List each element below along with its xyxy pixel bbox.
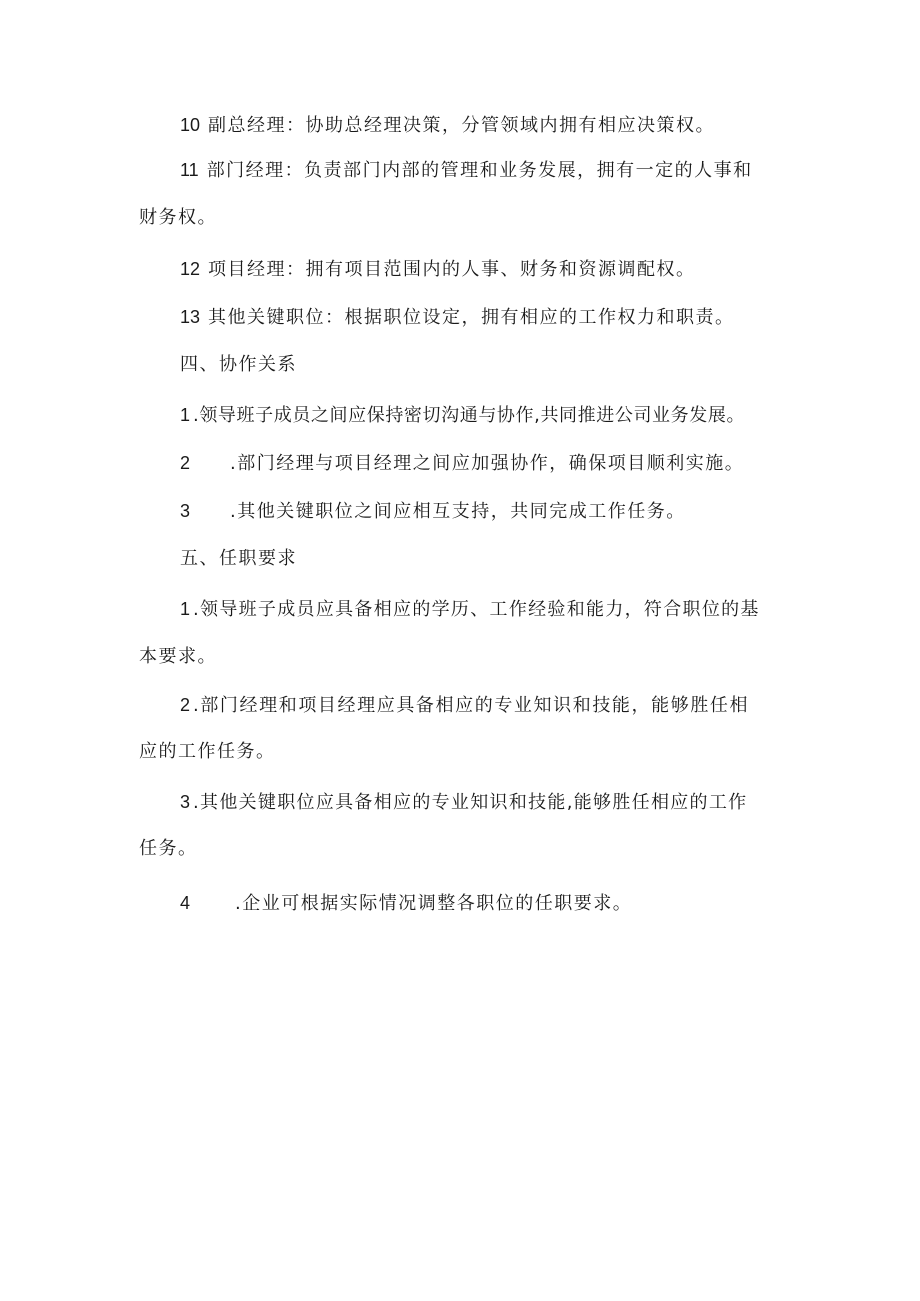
requirement-item-3-continuation: 任务。 — [139, 838, 198, 859]
requirement-item-3 — [180, 790, 747, 815]
item-number: 2 — [180, 453, 191, 473]
requirement-item-1 — [180, 597, 760, 622]
paragraph-number: 11 — [180, 160, 199, 180]
section-heading-requirements: 五、任职要求 — [180, 548, 297, 569]
item-number: 1 — [180, 599, 191, 619]
item-text: .领导班子成员应具备相应的学历、工作经验和能力，符合职位的基 — [193, 599, 760, 620]
paragraph-10 — [180, 113, 715, 138]
requirement-item-1-continuation: 本要求。 — [139, 646, 217, 667]
section-heading-collaboration: 四、协作关系 — [180, 354, 297, 375]
paragraph-number: 10 — [180, 115, 201, 135]
item-number: 4 — [180, 893, 191, 913]
item-text: .其他关键职位之间应相互支持，共同完成工作任务。 — [230, 501, 686, 522]
collaboration-item-3 — [180, 499, 686, 524]
paragraph-text: 其他关键职位：根据职位设定，拥有相应的工作权力和职责。 — [208, 307, 735, 328]
item-number: 3 — [180, 501, 191, 521]
paragraph-11 — [180, 158, 753, 183]
paragraph-13 — [180, 305, 735, 330]
collaboration-item-2 — [180, 451, 744, 476]
item-text: .领导班子成员之间应保持密切沟通与协作,共同推进公司业务发展。 — [193, 405, 746, 426]
paragraph-text: 副总经理：协助总经理决策，分管领域内拥有相应决策权。 — [208, 115, 716, 136]
requirement-item-4 — [180, 891, 632, 916]
item-text: .企业可根据实际情况调整各职位的任职要求。 — [235, 893, 633, 914]
paragraph-number: 13 — [180, 307, 201, 327]
item-text: .部门经理与项目经理之间应加强协作，确保项目顺利实施。 — [230, 453, 745, 474]
item-number: 3 — [180, 792, 191, 812]
item-text: .部门经理和项目经理应具备相应的专业知识和技能，能够胜任相 — [193, 695, 750, 716]
item-text: .其他关键职位应具备相应的专业知识和技能,能够胜任相应的工作 — [193, 792, 748, 813]
collaboration-item-1 — [180, 403, 745, 428]
item-number: 1 — [180, 405, 191, 425]
paragraph-number: 12 — [180, 259, 201, 279]
item-number: 2 — [180, 695, 191, 715]
paragraph-11-continuation: 财务权。 — [139, 207, 217, 228]
requirement-item-2-continuation: 应的工作任务。 — [139, 741, 276, 762]
requirement-item-2 — [180, 693, 749, 718]
paragraph-12 — [180, 257, 696, 282]
paragraph-text: 项目经理：拥有项目范围内的人事、财务和资源调配权。 — [208, 259, 696, 280]
paragraph-text: 部门经理：负责部门内部的管理和业务发展，拥有一定的人事和 — [206, 160, 753, 181]
